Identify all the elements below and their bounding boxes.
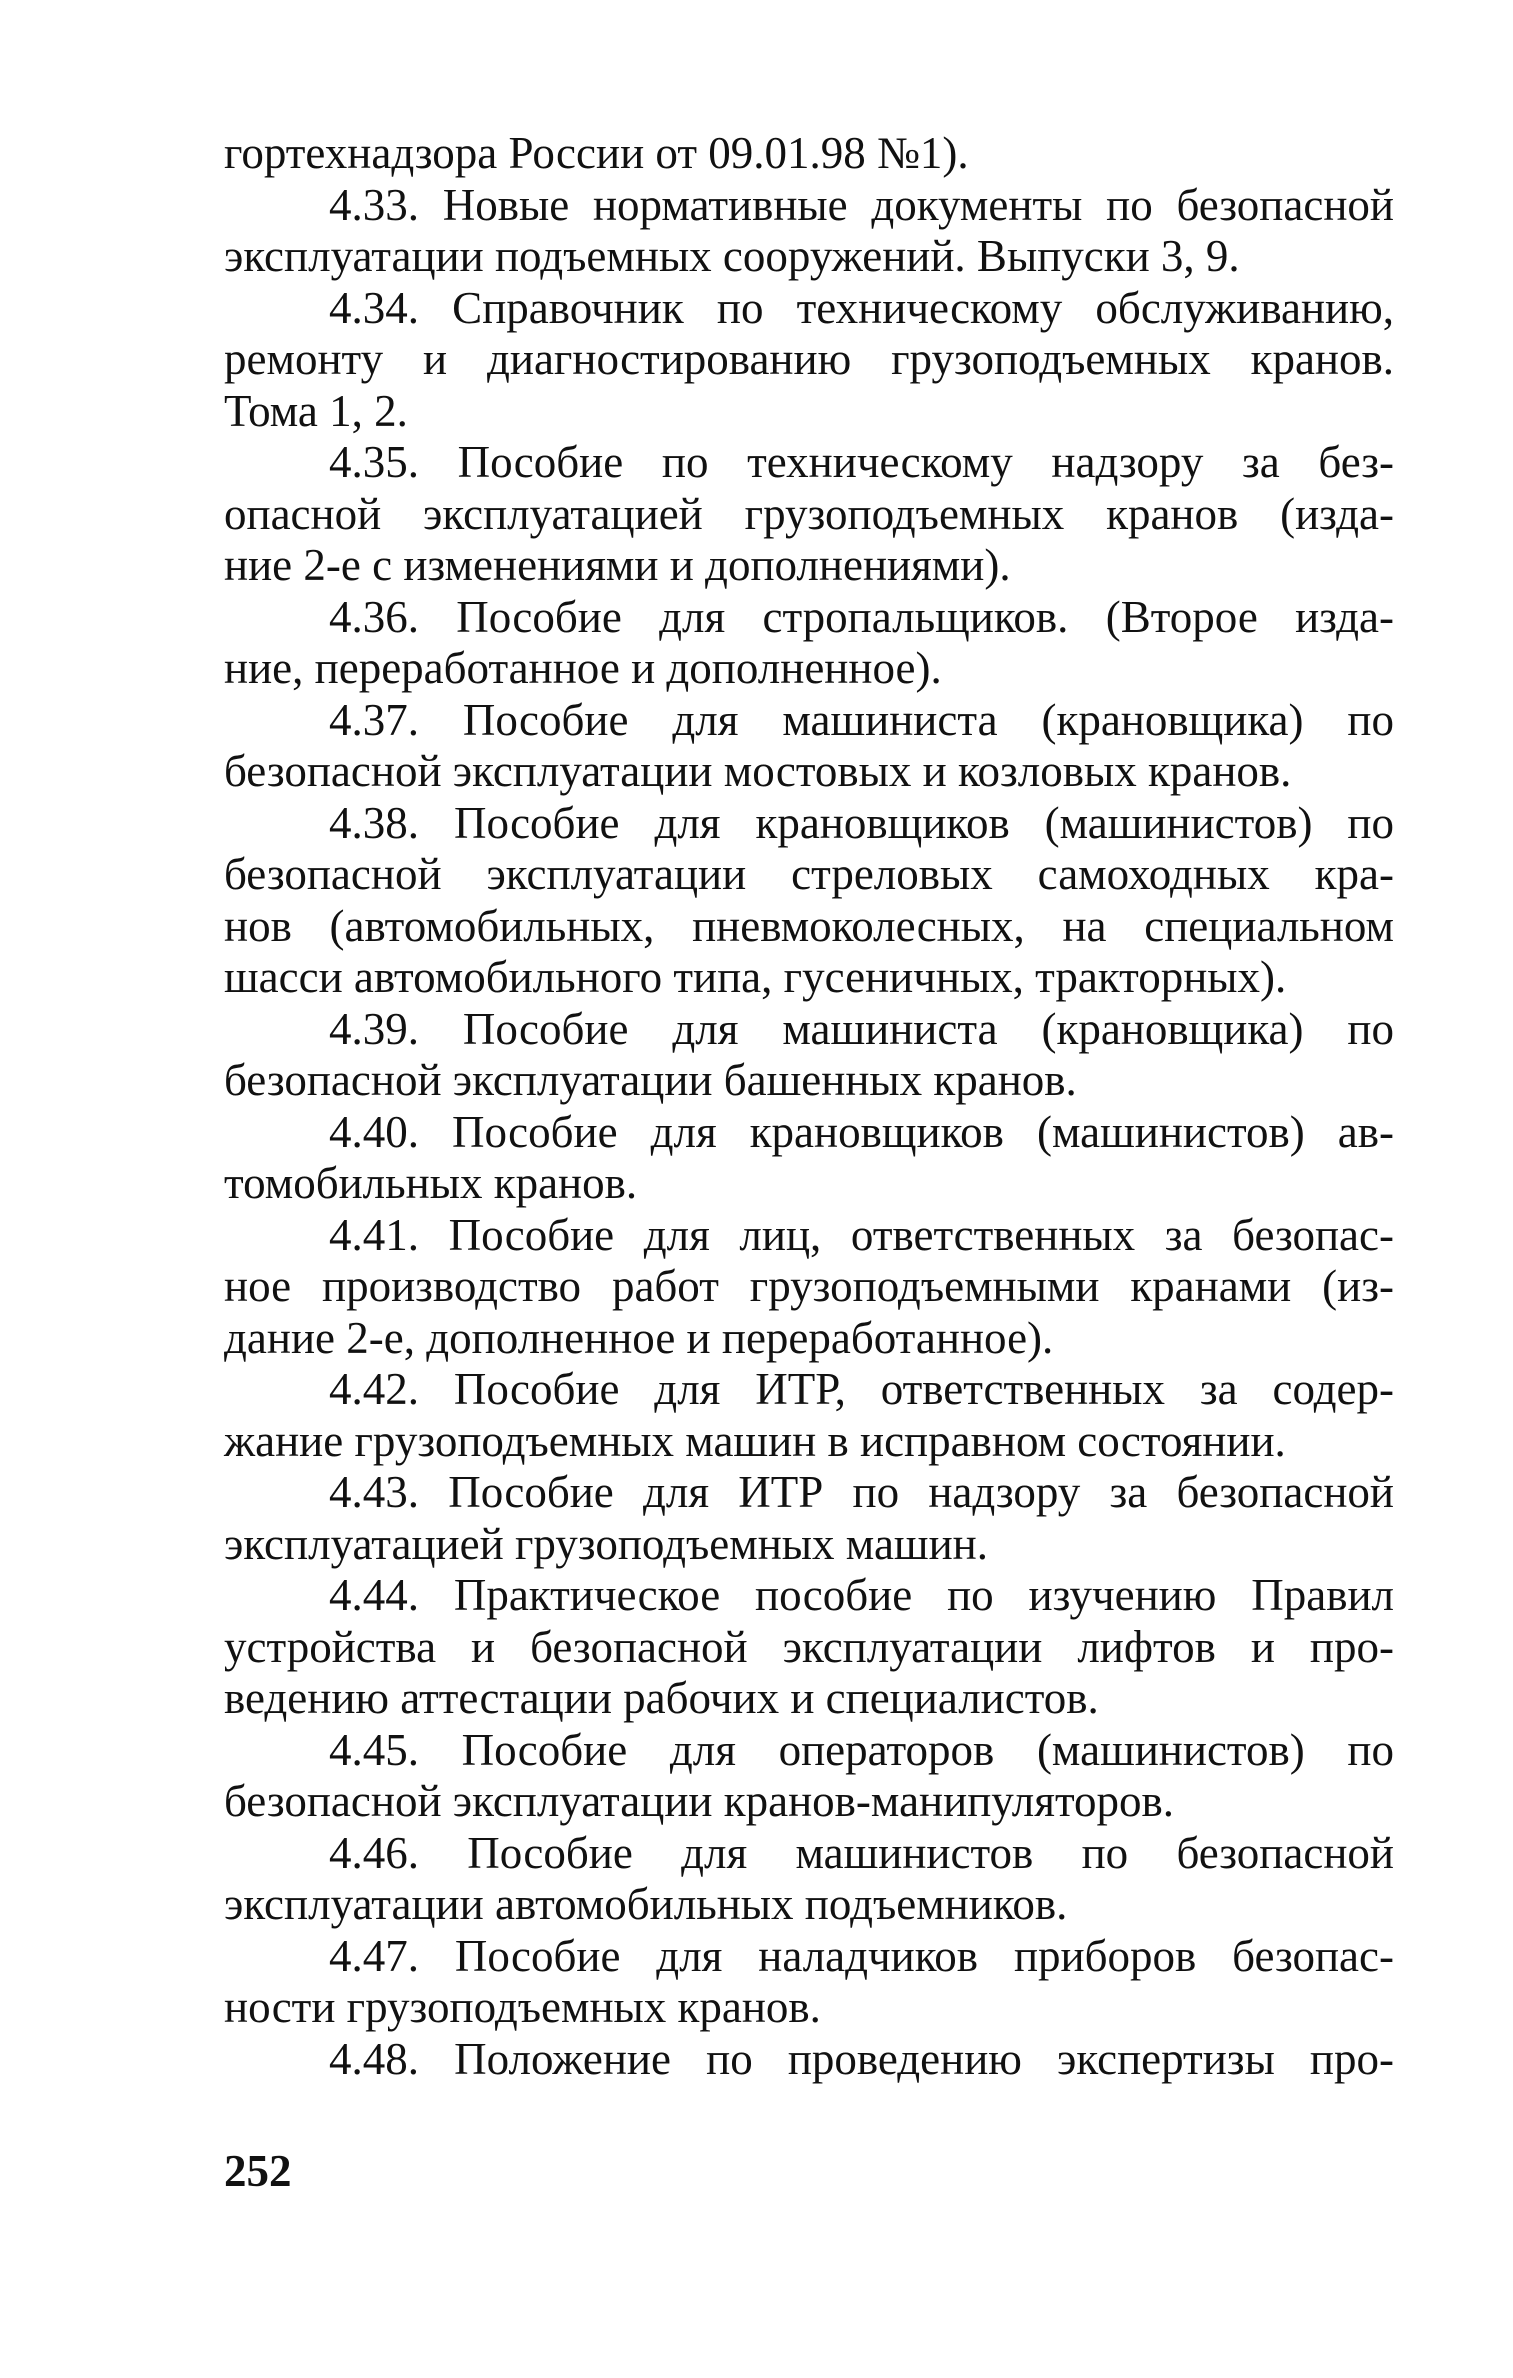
list-item-line: шасси автомобильного типа, гусеничных, тракторных). bbox=[224, 952, 1287, 1002]
list-item-line: дание 2-е, дополненное и переработанное). bbox=[224, 1312, 1054, 1363]
list-item-line: нов (автомобильных, пневмоколесных, на специальном bbox=[224, 900, 1394, 951]
list-item bbox=[224, 1107, 1394, 1210]
list-item bbox=[224, 2034, 1394, 2086]
list-item bbox=[224, 1931, 1394, 2034]
list-item-line: 4.45. Пособие для операторов (машинистов) по bbox=[329, 1724, 1394, 1775]
list-item-line: безопасной эксплуатации мостовых и козловых кранов. bbox=[224, 746, 1292, 796]
list-item-line: ремонту и диагностированию грузоподъемных кранов. bbox=[224, 334, 1394, 384]
list-item bbox=[224, 1210, 1394, 1365]
list-item bbox=[224, 695, 1394, 798]
list-item-line: 4.40. Пособие для крановщиков (машинистов) ав- bbox=[329, 1106, 1394, 1157]
list-item-line: 4.43. Пособие для ИТР по надзору за безопасной bbox=[329, 1467, 1394, 1517]
list-item-line: 4.33. Новые нормативные документы по безопасной bbox=[329, 179, 1394, 230]
intro-line: гортехнадзора России от 09.01.98 №1). bbox=[224, 128, 969, 178]
list-item bbox=[224, 1828, 1394, 1931]
list-item bbox=[224, 1467, 1394, 1570]
list-item bbox=[224, 437, 1394, 592]
list-item bbox=[224, 1725, 1394, 1828]
list-item-line: 4.41. Пособие для лиц, ответственных за безопас- bbox=[329, 1209, 1394, 1260]
list-item-line: ние, переработанное и дополненное). bbox=[224, 643, 942, 693]
list-item-line: 4.46. Пособие для машинистов по безопасной bbox=[329, 1827, 1394, 1878]
list-item-line: эксплуатации подъемных сооружений. Выпуски 3, 9. bbox=[224, 231, 1240, 281]
list-item-line: 4.47. Пособие для наладчиков приборов безопас- bbox=[329, 1930, 1394, 1981]
list-item-line: безопасной эксплуатации кранов-манипуляторов. bbox=[224, 1776, 1175, 1826]
list-item-line: 4.39. Пособие для машиниста (крановщика) по bbox=[329, 1003, 1394, 1054]
reference-list bbox=[224, 180, 1394, 2086]
list-item bbox=[224, 180, 1394, 283]
list-item bbox=[224, 798, 1394, 1004]
list-item-line: безопасной эксплуатации башенных кранов. bbox=[224, 1055, 1077, 1105]
list-item-line: 4.44. Практическое пособие по изучению Правил bbox=[329, 1570, 1394, 1620]
page-number: 252 bbox=[224, 2146, 292, 2196]
list-item bbox=[224, 1004, 1394, 1107]
list-item bbox=[224, 283, 1394, 438]
list-item bbox=[224, 1364, 1394, 1467]
list-item-line: 4.37. Пособие для машиниста (крановщика) по bbox=[329, 694, 1394, 745]
list-item-line: ное производство работ грузоподъемными кранами (из- bbox=[224, 1261, 1394, 1311]
list-item-line: 4.38. Пособие для крановщиков (машинистов) по bbox=[329, 797, 1394, 848]
list-item-line: ние 2-е с изменениями и дополнениями). bbox=[224, 540, 1011, 590]
list-item-line: устройства и безопасной эксплуатации лифтов и про- bbox=[224, 1621, 1394, 1672]
list-item-line: ведению аттестации рабочих и специалистов. bbox=[224, 1673, 1099, 1723]
list-item-line: 4.36. Пособие для стропальщиков. (Второе изда- bbox=[329, 591, 1394, 642]
list-item-line: 4.35. Пособие по техническому надзору за без- bbox=[329, 437, 1394, 487]
list-item bbox=[224, 1570, 1394, 1725]
list-item-line: томобильных кранов. bbox=[224, 1158, 638, 1208]
list-item-line: эксплуатацией грузоподъемных машин. bbox=[224, 1518, 988, 1569]
list-item-line: эксплуатации автомобильных подъемников. bbox=[224, 1879, 1068, 1929]
list-item-line: опасной эксплуатацией грузоподъемных кранов (изда- bbox=[224, 488, 1394, 539]
list-item bbox=[224, 592, 1394, 695]
list-item-line: 4.42. Пособие для ИТР, ответственных за содер- bbox=[329, 1364, 1394, 1414]
list-item-line: Тома 1, 2. bbox=[224, 385, 408, 436]
page-body bbox=[224, 128, 1394, 2085]
list-item-line: жание грузоподъемных машин в исправном состоянии. bbox=[224, 1415, 1286, 1466]
list-item-line: 4.48. Положение по проведению экспертизы про- bbox=[329, 2033, 1394, 2084]
list-item-line: безопасной эксплуатации стреловых самоходных кра- bbox=[224, 849, 1394, 899]
list-item-line: 4.34. Справочник по техническому обслуживанию, bbox=[329, 282, 1394, 333]
list-item-line: ности грузоподъемных кранов. bbox=[224, 1982, 821, 2032]
